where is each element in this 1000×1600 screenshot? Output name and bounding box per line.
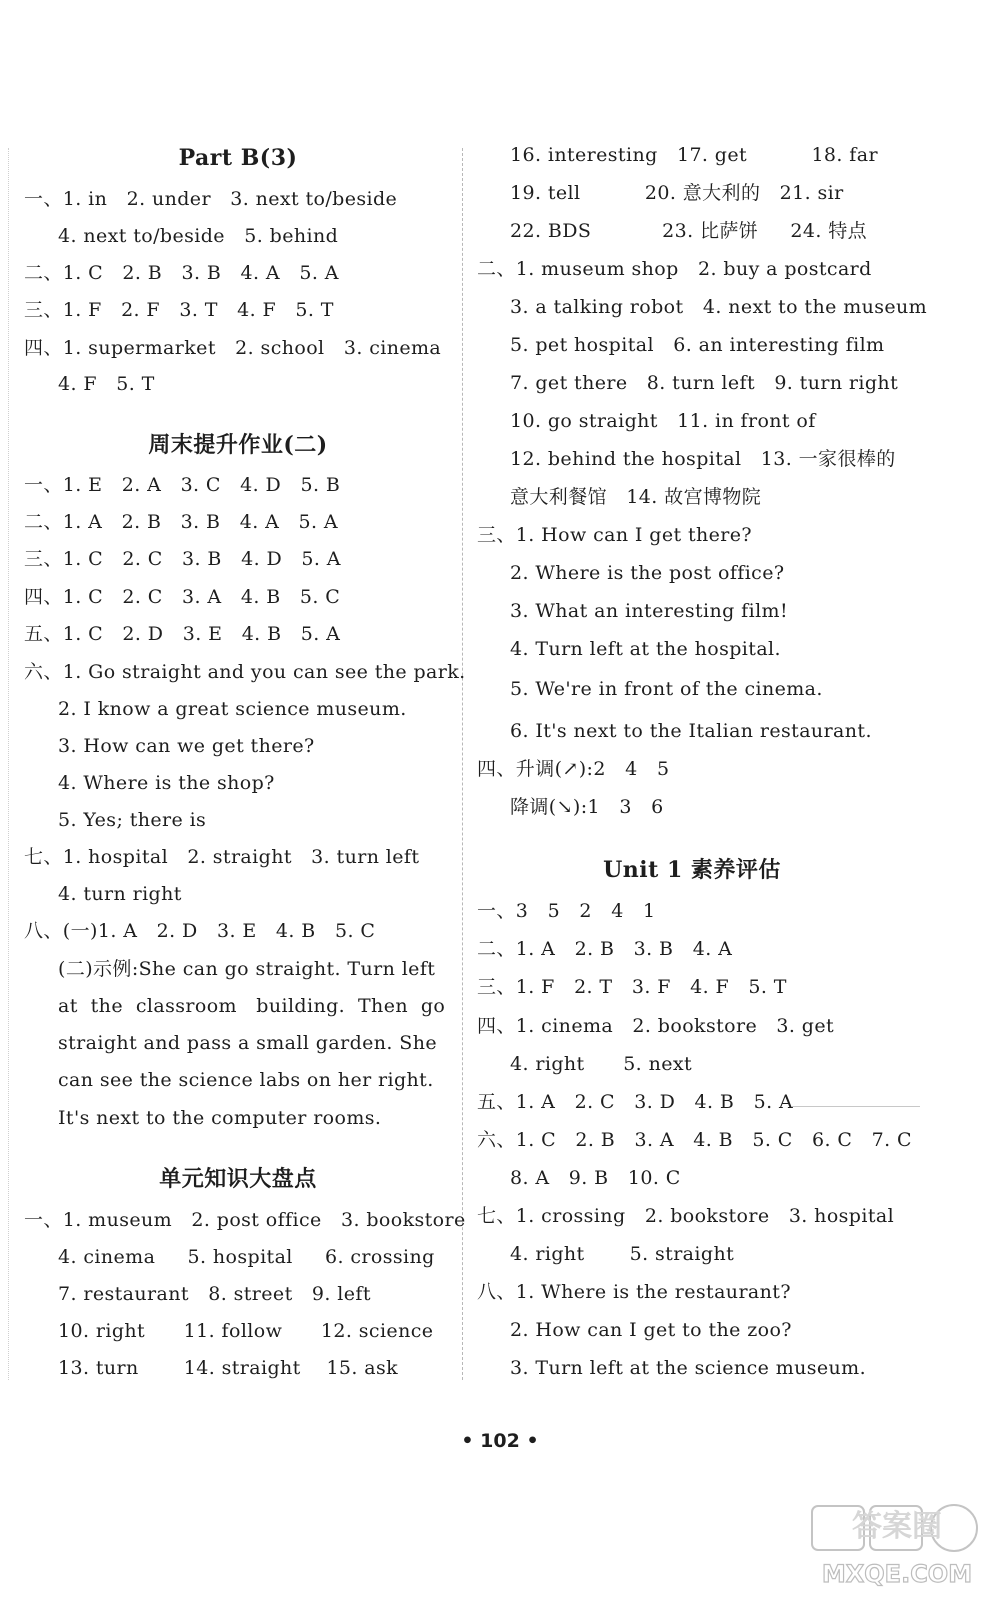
answer-line: 二、1. museum shop 2. buy a postcard [477, 258, 872, 280]
answer-line: 五、1. C 2. D 3. E 4. B 5. A [24, 623, 341, 645]
answer-line: 3. a talking robot 4. next to the museum [510, 296, 928, 318]
answer-line: 四、1. cinema 2. bookstore 3. get [477, 1015, 835, 1037]
answer-line: can see the science labs on her right. [58, 1069, 434, 1091]
answer-line: 3. Turn left at the science museum. [510, 1357, 867, 1379]
answer-line: 3. What an interesting film! [510, 600, 788, 622]
watermark-text-top: 答案圈 [852, 1509, 942, 1544]
answer-line: 四、升调(↗):2 4 5 [477, 758, 670, 780]
answer-line: 四、1. supermarket 2. school 3. cinema [24, 337, 442, 359]
answer-line: 22. BDS 23. 比萨饼 24. 特点 [510, 220, 868, 242]
watermark-text-bottom: MXQE.COM [821, 1560, 973, 1588]
answer-line: 一、1. museum 2. post office 3. bookstore [24, 1209, 466, 1231]
answer-line: 七、1. hospital 2. straight 3. turn left [24, 846, 420, 868]
answer-line: 七、1. crossing 2. bookstore 3. hospital [477, 1205, 895, 1227]
answer-line: 19. tell 20. 意大利的 21. sir [510, 182, 844, 204]
answer-line: 6. It's next to the Italian restaurant. [510, 720, 872, 742]
answer-line: It's next to the computer rooms. [58, 1107, 382, 1129]
answer-line: 五、1. A 2. C 3. D 4. B 5. A [477, 1091, 794, 1113]
answer-line: 八、1. Where is the restaurant? [477, 1281, 791, 1303]
section-heading-unit-review: 单元知识大盘点 [159, 1166, 317, 1192]
answer-line: 2. I know a great science museum. [58, 698, 407, 720]
answer-line: 7. get there 8. turn left 9. turn right [510, 372, 899, 394]
answer-line: 4. Turn left at the hospital. [510, 638, 781, 660]
watermark-logo [806, 1502, 988, 1594]
answer-line: 2. How can I get to the zoo? [510, 1319, 792, 1341]
answer-line: 一、3 5 2 4 1 [477, 900, 656, 922]
answer-line: 4. Where is the shop? [58, 772, 275, 794]
answer-line: 10. go straight 11. in front of [510, 410, 816, 432]
answer-line: (二)示例:She can go straight. Turn left [58, 958, 436, 980]
answer-line: 10. right 11. follow 12. science [58, 1320, 434, 1342]
answer-line: 三、1. C 2. C 3. B 4. D 5. A [24, 548, 341, 570]
answer-line: 4. right 5. straight [510, 1243, 735, 1265]
answer-line: 2. Where is the post office? [510, 562, 785, 584]
answer-line: 降调(↘):1 3 6 [510, 796, 664, 818]
answer-line: 5. Yes; there is [58, 809, 207, 831]
answer-line: 4. F 5. T [58, 373, 155, 395]
answer-line: 四、1. C 2. C 3. A 4. B 5. C [24, 586, 341, 608]
answer-line: straight and pass a small garden. She [58, 1032, 437, 1054]
answer-line: 二、1. A 2. B 3. B 4. A [477, 938, 733, 960]
answer-line: 13. turn 14. straight 15. ask [58, 1357, 399, 1379]
answer-line: 4. cinema 5. hospital 6. crossing [58, 1246, 435, 1268]
answer-line: 4. right 5. next [510, 1053, 692, 1075]
answer-line: 12. behind the hospital 13. 一家很棒的 [510, 448, 896, 470]
answer-line: 5. pet hospital 6. an interesting film [510, 334, 885, 356]
answer-line: 六、1. Go straight and you can see the park. [24, 661, 466, 683]
answer-line: 7. restaurant 8. street 9. left [58, 1283, 371, 1305]
answer-line: 三、1. How can I get there? [477, 524, 752, 546]
answer-line: 八、(一)1. A 2. D 3. E 4. B 5. C [24, 920, 376, 942]
section-heading-part-b3: Part B(3) [178, 145, 298, 171]
answer-line: 意大利餐馆 14. 故宫博物院 [510, 486, 762, 508]
answer-line: 三、1. F 2. F 3. T 4. F 5. T [24, 299, 334, 321]
answer-line: 3. How can we get there? [58, 735, 315, 757]
answer-line: 一、1. in 2. under 3. next to/beside [24, 188, 398, 210]
answer-line: 5. We're in front of the cinema. [510, 678, 823, 700]
answer-line: 六、1. C 2. B 3. A 4. B 5. C 6. C 7. C [477, 1129, 912, 1151]
answer-line: 4. next to/beside 5. behind [58, 225, 339, 247]
answer-line: 二、1. A 2. B 3. B 4. A 5. A [24, 511, 339, 533]
answer-line: 4. turn right [58, 883, 182, 905]
section-heading-unit1-assessment: Unit 1 素养评估 [603, 857, 781, 883]
answer-line: 16. interesting 17. get 18. far [510, 144, 878, 166]
page-number: • 102 • [461, 1430, 539, 1452]
column-divider [462, 148, 463, 1380]
answer-line: 一、1. E 2. A 3. C 4. D 5. B [24, 474, 341, 496]
answer-line: 8. A 9. B 10. C [510, 1167, 681, 1189]
answer-line: 二、1. C 2. B 3. B 4. A 5. A [24, 262, 339, 284]
answer-line: 三、1. F 2. T 3. F 4. F 5. T [477, 976, 787, 998]
section-heading-weekend-homework: 周末提升作业(二) [148, 432, 328, 458]
answer-line: at the classroom building. Then go [58, 995, 446, 1017]
page-edge-line [8, 148, 9, 1380]
decorative-rule [792, 1106, 920, 1107]
